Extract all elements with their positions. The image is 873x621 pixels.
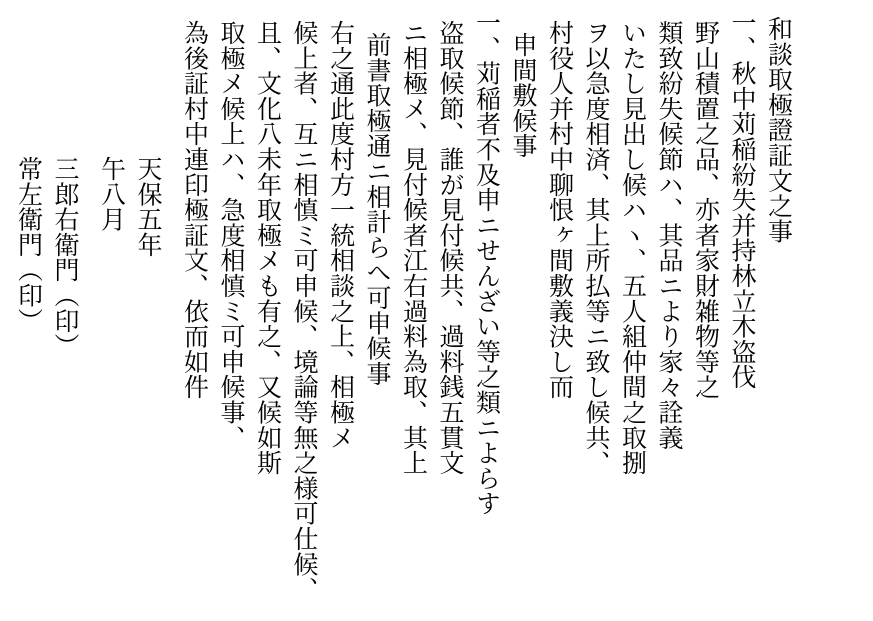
text-column-17: 為後証村中連印極証文、依而如件 bbox=[180, 20, 210, 400]
text-column-13: 右之通此度村方一統相談之上、相極メ bbox=[326, 20, 356, 451]
text-column-10: 盗取候節、誰が見付候共、過料銭五貫文 bbox=[436, 20, 465, 476]
text-column-5: いたし見出し候ハヽ、五人組仲間之取捌 bbox=[618, 20, 648, 476]
date-column-era: 天保五年 bbox=[134, 156, 163, 258]
document-title: 和談取極證証文之事 bbox=[764, 16, 794, 244]
text-column-3: 野山積置之品、亦者家財雑物等之 bbox=[691, 20, 721, 400]
text-column-4: 類致紛失候節ハ、其品ニより家々詮義 bbox=[655, 20, 684, 451]
signature-column-1: 三郎右衛門（印） bbox=[51, 156, 80, 359]
text-column-6: ヲ以急度相済、其上所払等ニ致し候共、 bbox=[582, 20, 611, 476]
text-column-2: 一、秋中苅稲紛失并持林立木盗伐 bbox=[728, 10, 757, 390]
text-column-12: 前書取極通ニ相計らへ可申候事 bbox=[363, 32, 392, 387]
column-spacer bbox=[166, 6, 176, 615]
column-spacer bbox=[83, 6, 93, 615]
text-column-8: 申間敷候事 bbox=[509, 32, 538, 159]
text-column-16: 取極メ候上ハ、急度相慎ミ可申候事、 bbox=[217, 20, 246, 451]
text-column-7: 村役人并村中聊恨ヶ間敷義決し而 bbox=[545, 20, 575, 400]
signature-column-2: 常左衛門（印） bbox=[14, 156, 44, 334]
text-column-14: 候上者、互ニ相慎ミ可申候、境論等無之様可仕候、 bbox=[290, 20, 319, 602]
text-column-9: 一、苅稲者不及申ニせんざい等之類ニよらす bbox=[472, 10, 502, 516]
text-column-11: ニ相極メ、見付候者江右過料為取、其上 bbox=[399, 20, 429, 476]
date-column-month: 午八月 bbox=[97, 156, 127, 232]
text-column-15: 且、文化八未年取極メも有之、又候如斯 bbox=[253, 20, 283, 476]
